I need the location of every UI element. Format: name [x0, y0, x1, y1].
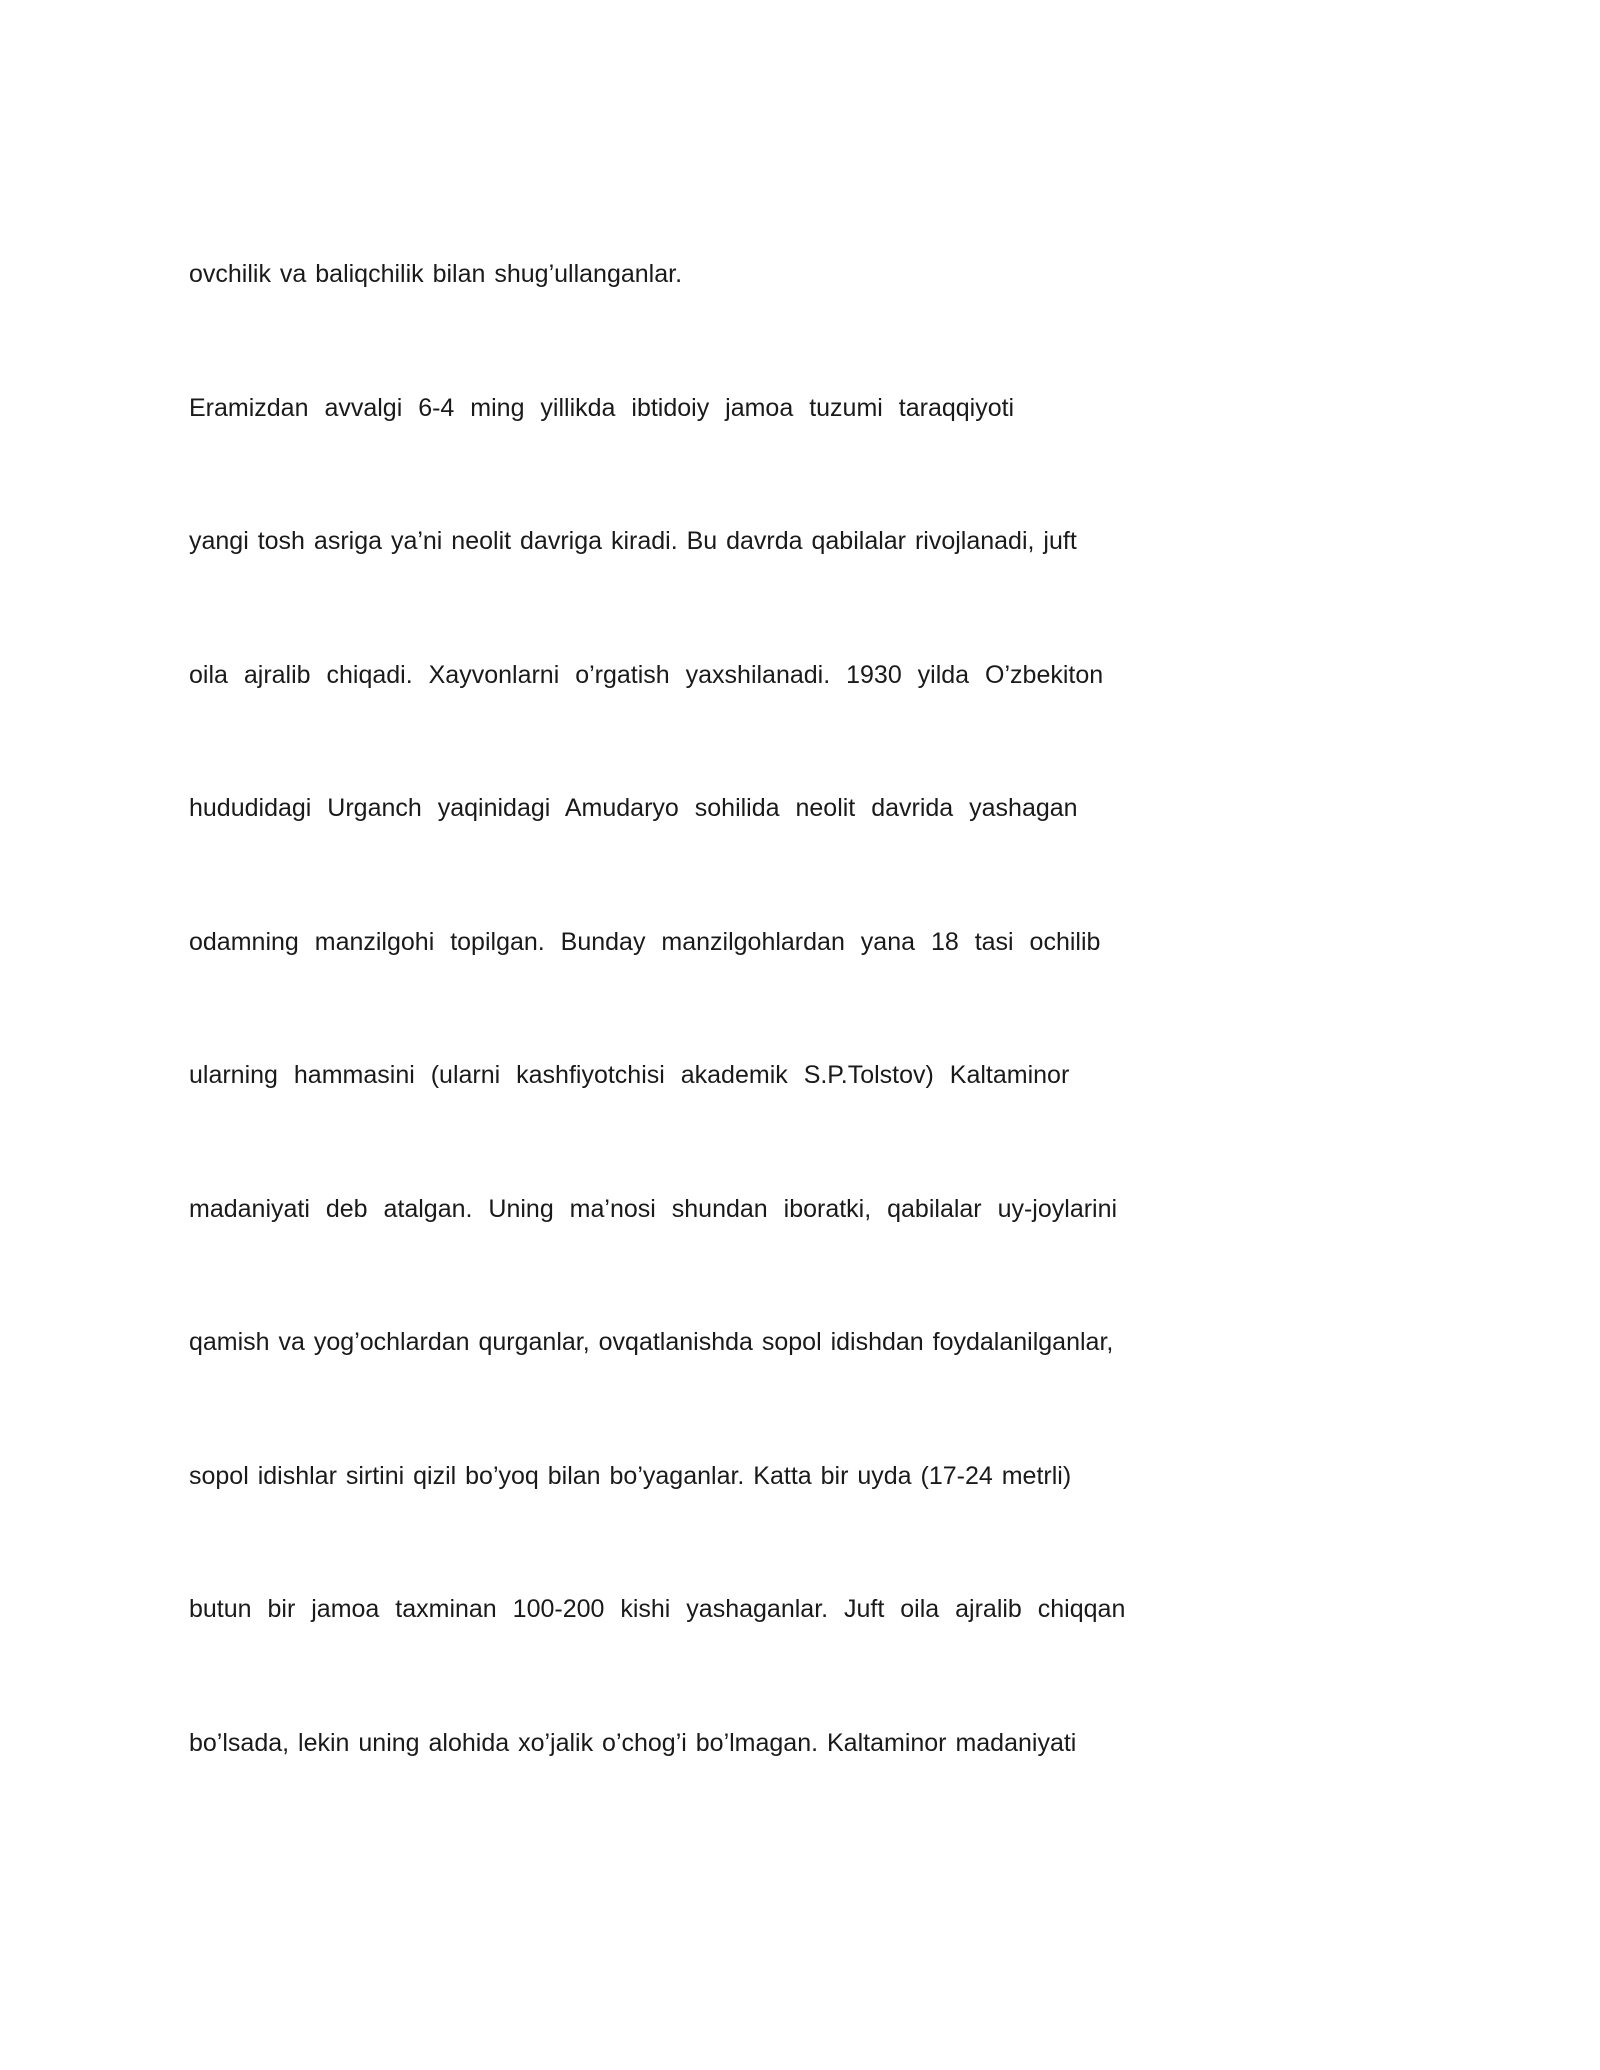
text-line: oila ajralib chiqadi. Xayvonlarni o’rgatish yaxshilanadi. 1930 yilda O’zbekiton [189, 660, 1104, 689]
text-line: butun bir jamoa taxminan 100-200 kishi yashaganlar. Juft oila ajralib chiqqan [189, 1595, 1126, 1623]
text-line: madaniyati deb atalgan. Uning ma’nosi shundan iboratki, qabilalar uy-joylarini [189, 1194, 1118, 1223]
text-line: bo’lsada, lekin uning alohida xo’jalik o’chog’i bo’lmagan. Kaltaminor madaniyati [189, 1728, 1077, 1757]
text-line: qamish va yog’ochlardan qurganlar, ovqatlanishda sopol idishdan foydalanilganlar, [189, 1328, 1114, 1356]
text-line: ularning hammasini (ularni kashfiyotchisi akademik S.P.Tolstov) Kaltaminor [189, 1061, 1070, 1089]
text-line: hududidagi Urganch yaqinidagi Amudaryo sohilida neolit davrida yashagan [189, 794, 1078, 822]
text-line: Eramizdan avvalgi 6-4 ming yillikda ibtidoiy jamoa tuzumi taraqqiyoti [189, 393, 1015, 422]
text-line: yangi tosh asriga ya’ni neolit davriga kiradi. Bu davrda qabilalar rivojlanadi, juft [189, 527, 1077, 555]
text-line: odamning manzilgohi topilgan. Bunday manzilgohlardan yana 18 tasi ochilib [189, 927, 1101, 956]
text-line: ovchilik va baliqchilik bilan shug’ullanganlar. [189, 260, 683, 288]
document-body [189, 246, 1189, 1848]
text-line: sopol idishlar sirtini qizil bo’yoq bilan bo’yaganlar. Katta bir uyda (17-24 metrli) [189, 1461, 1072, 1490]
